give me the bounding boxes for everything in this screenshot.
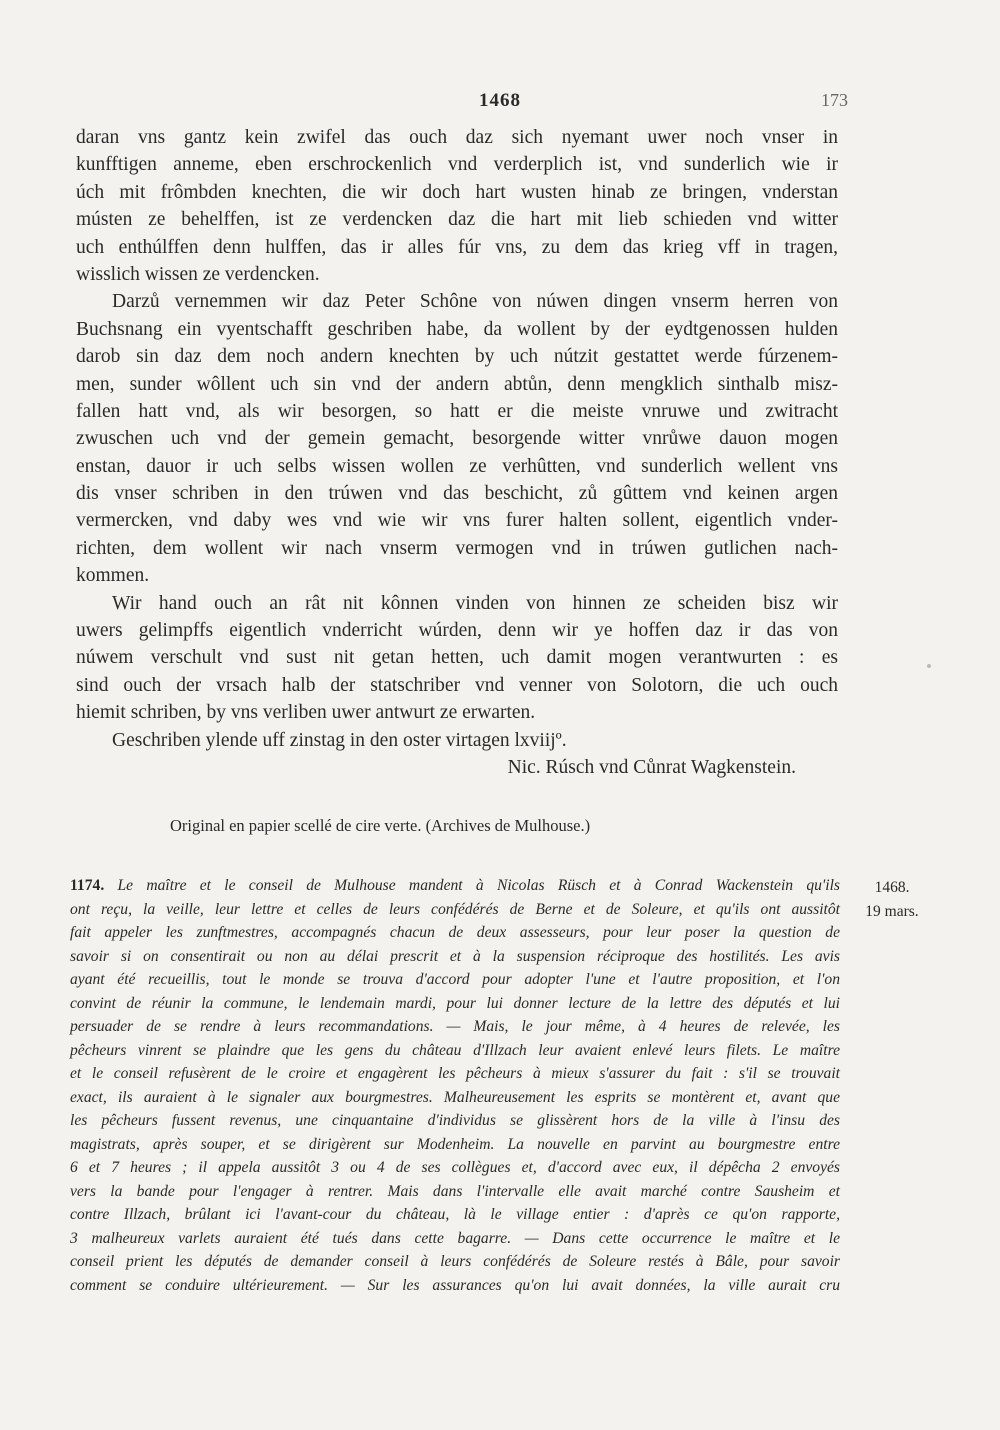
text-line: vermercken, vnd daby wes vnd wie wir vns furer halten sollent, eigentlich vnder- [76, 510, 838, 532]
entry-summary [70, 874, 840, 1297]
entry-number: 1174. [70, 877, 105, 894]
summary-line: 6 et 7 heures ; il appela aussitôt 3 ou 4 de ses collègues et, d'accord avec eux, il dépêcha 2 envoyés [70, 1159, 840, 1176]
text-line: Wir hand ouch an rât nit kônnen vinden von hinnen ze scheiden bisz wir [112, 592, 838, 614]
summary-line: convint de réunir la commune, le lendemain mardi, pour lui donner lecture de la lettre des députés et lui [70, 994, 840, 1012]
summary-line-text: Le maître et le conseil de Mulhouse mandent à Nicolas Rüsch et à Conrad Wackenstein qu'ils [117, 877, 840, 894]
summary-line: fait appeler les zunftmestres, accompagnés chacun de deux assesseurs, pour leur poser la question de [70, 924, 840, 941]
text-line: úch mit frômbden knechten, die wir doch hart wusten hinab ze bringen, vnderstan [76, 181, 838, 203]
letter-body [76, 124, 838, 781]
text-line: richten, dem wollent wir nach vnserm vermogen vnd in trúwen gutlichen nach- [76, 537, 838, 559]
summary-line: ayant été recueillis, tout le monde se trouva d'accord pour adopter l'une et l'autre proposition, et l'on [70, 971, 840, 988]
source-note: Original en papier scellé de cire verte. (Archives de Mulhouse.) [170, 816, 591, 835]
date-line: Geschriben ylende uff zinstag in den oster virtagen lxviijº. [112, 729, 567, 751]
text-line: Darzů vernemmen wir daz Peter Schône von núwen dingen vnserm herren von [112, 291, 838, 313]
running-header-year: 1468 [479, 90, 521, 111]
summary-line: et le conseil refusèrent de le croire et engagèrent les pêcheurs à mieux s'assurer du fait : s'il se trouvait [70, 1065, 840, 1082]
text-line: fallen hatt vnd, als wir besorgen, so hatt er die meiste vnruwe und zwitracht [76, 400, 838, 422]
summary-line: persuader de se rendre à leurs recommandations. — Mais, le jour même, à 4 heures de relevée, les [70, 1018, 840, 1035]
summary-line: contre Illzach, brûlant ici l'avant-cour du château, là le village entier : d'après ce qu'on rapporte, [70, 1206, 840, 1223]
summary-line: vers la bande pour l'engager à rentrer. Mais dans l'intervalle elle avait marché contre Sausheim et [70, 1182, 840, 1200]
text-line: daran vns gantz kein zwifel das ouch daz sich nyemant uwer noch vnser in [76, 127, 838, 148]
text-line: dis vnser schriben in den trúwen vnd das beschicht, zů gûttem vnd keinen argen [76, 483, 838, 505]
margin-date-year: 1468. [874, 879, 910, 896]
summary-line: savoir si on consentirait ou non au délai prescrit et à la suspension réciproque des hostilités. Les avis [70, 947, 840, 965]
text-line: Buchsnang ein vyentschafft geschriben habe, da wollent by der eydtgenossen hulden [76, 318, 838, 340]
signature-line: Nic. Rúsch vnd Cůnrat Wagkenstein. [507, 756, 796, 778]
summary-line: comment se conduire ultérieurement. — Sur les assurances qu'on lui avait données, la ville aurait cru [70, 1276, 840, 1294]
text-line: hiemit schriben, by vns verliben uwer antwurt ze erwarten. [76, 702, 536, 724]
margin-date-day: 19 mars. [865, 902, 919, 920]
summary-line [70, 874, 840, 898]
paper-speck [927, 664, 931, 668]
text-line: núwem verschult vnd sust nit getan hetten, uch damit mogen verantwurten : es [76, 647, 838, 669]
summary-line: les pêcheurs fussent revenus, une cinquantaine d'individus se glissèrent hors de la ville à l'insu des [70, 1112, 840, 1129]
text-line: uwers gelimpffs eigentlich vnderricht wúrden, denn wir ye hoffen daz ir das von [76, 620, 838, 642]
summary-line: ont reçu, la veille, leur lettre et celles de leurs confédérés de Berne et de Soleure, et qu'ils ont aussitôt [70, 900, 840, 918]
text-line: músten ze behelffen, ist ze verdencken daz die hart mit lieb schieden vnd witter [76, 209, 838, 231]
text-line: darob sin daz dem noch andern knechten by uch nútzit gestattet werde fúrzenem- [76, 346, 838, 368]
page-number: 173 [821, 90, 848, 110]
summary-line: magistrats, après souper, et se dirigèrent sur Modenheim. La nouvelle en parvint au bourgmestre entre [70, 1135, 840, 1153]
text-line: wisslich wissen ze verdencken. [76, 263, 320, 285]
text-line: men, sunder wôllent uch sin vnd der andern abtůn, denn mengklich sinthalb misz- [76, 373, 838, 395]
text-line: kommen. [76, 565, 150, 587]
text-line: enstan, dauor ir uch selbs wissen wollen ze verhûtten, vnd sunderlich wellent vns [76, 455, 838, 477]
summary-line: conseil prient les députés de demander conseil à leurs confédérés de Soleure restés à Bâle, pour savoir [70, 1253, 840, 1270]
summary-line: pêcheurs vinrent se plaindre que les gens du château d'Illzach leur avaient enlevé leurs filets. Le maître [70, 1041, 840, 1059]
summary-line: 3 malheureux varlets auraient été tués dans cette bagarre. — Dans cette occurrence le maître et le [70, 1229, 840, 1247]
text-line: uch enthúlffen denn hulffen, das ir alles fúr vns, zu dem das krieg vff in tragen, [76, 236, 838, 258]
text-line: sind ouch der vrsach halb der statschriber vnd venner von Solotorn, die uch ouch [76, 674, 838, 696]
text-line: kunfftigen anneme, eben erschrockenlich vnd verderplich ist, vnd sunderlich wie ir [76, 154, 838, 176]
margin-date [856, 876, 928, 923]
summary-line: exact, ils auraient à le signaler aux bourgmestres. Malheureusement les esprits se montèrent et, avant que [70, 1088, 840, 1106]
text-line: zwuschen uch vnd der gemein gemacht, besorgende witter vnrůwe dauon mogen [76, 428, 838, 450]
